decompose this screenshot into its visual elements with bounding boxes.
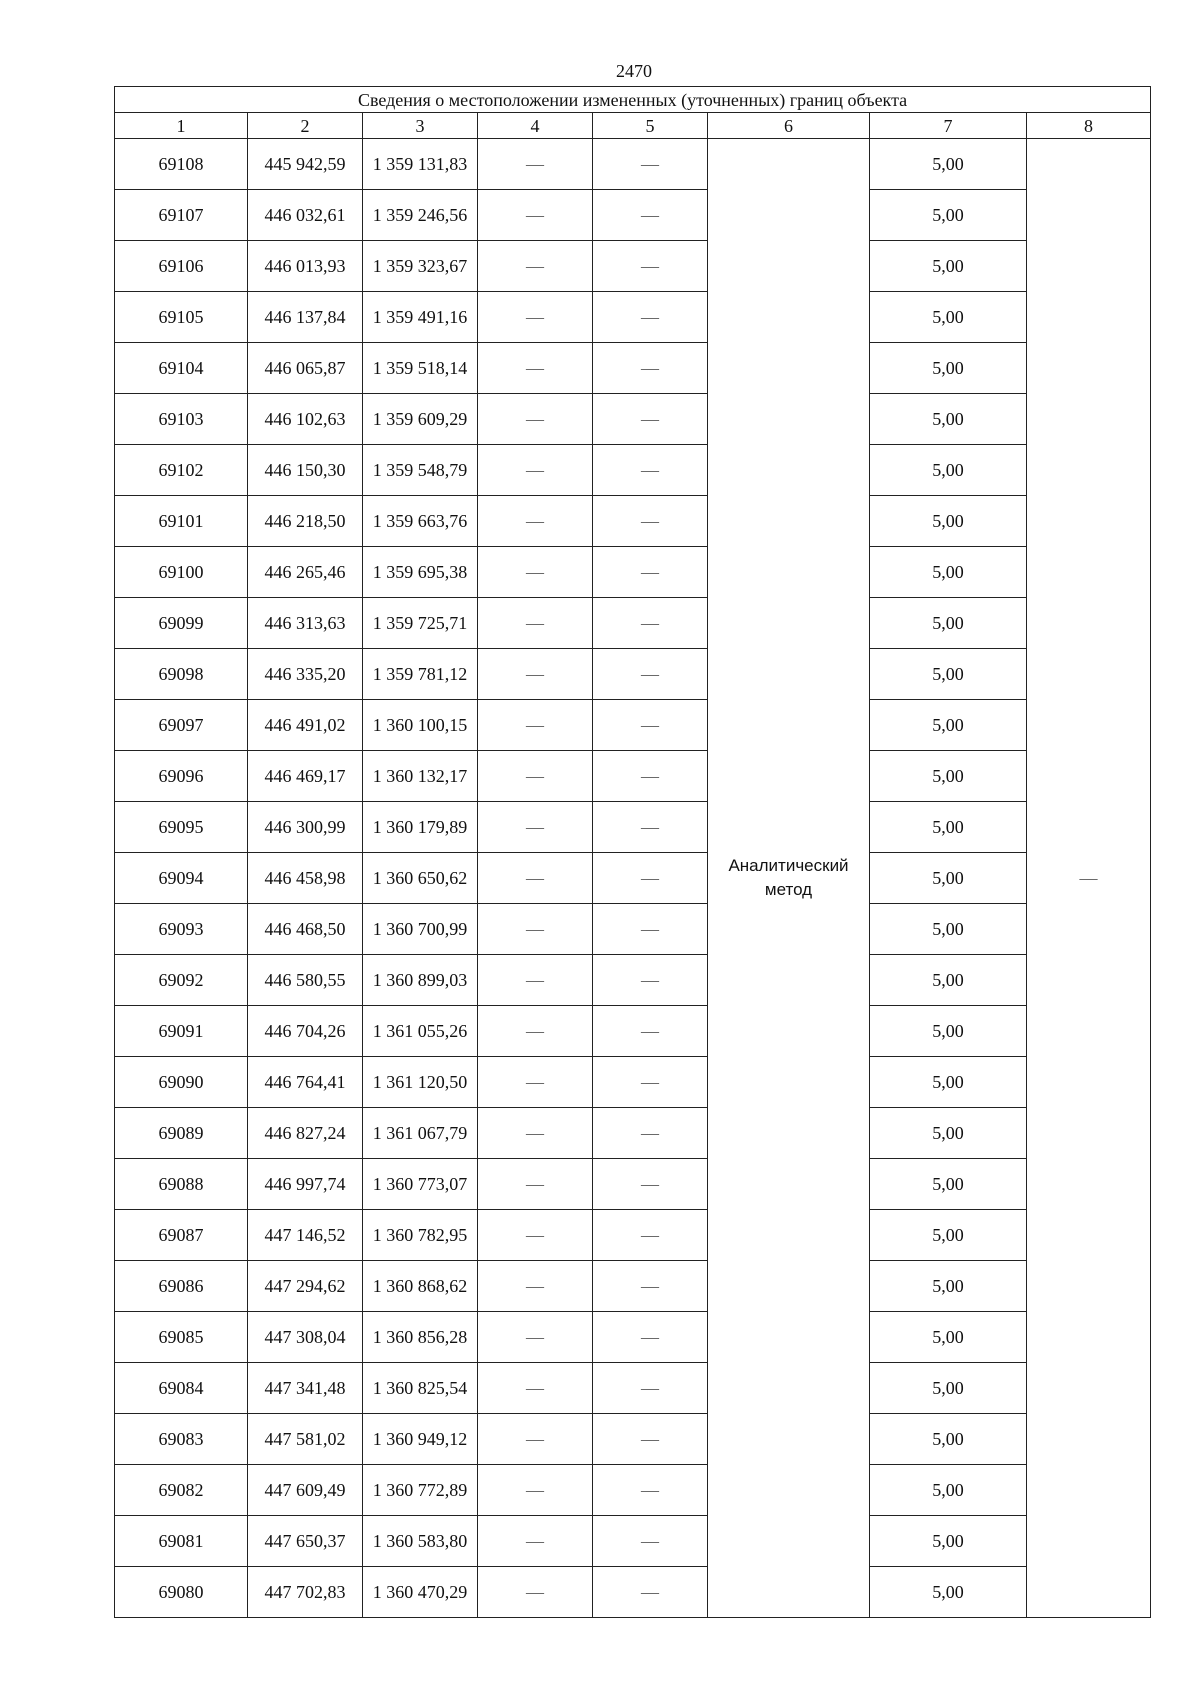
y-coordinate-cell: 1 359 663,76 xyxy=(363,496,478,547)
y-coordinate-cell: 1 359 781,12 xyxy=(363,649,478,700)
column-number: 2 xyxy=(248,113,363,139)
point-number-cell: 69090 xyxy=(115,1057,248,1108)
column-7-cell: 5,00 xyxy=(870,547,1027,598)
table-row xyxy=(115,343,1151,394)
x-coordinate-cell: 446 997,74 xyxy=(248,1159,363,1210)
column-5-cell: — xyxy=(593,1465,708,1516)
x-coordinate-cell: 446 468,50 xyxy=(248,904,363,955)
column-5-cell: — xyxy=(593,598,708,649)
point-number-cell: 69088 xyxy=(115,1159,248,1210)
x-coordinate-cell: 446 065,87 xyxy=(248,343,363,394)
x-coordinate-cell: 446 218,50 xyxy=(248,496,363,547)
table-row xyxy=(115,853,1151,904)
point-number-cell: 69099 xyxy=(115,598,248,649)
y-coordinate-cell: 1 360 100,15 xyxy=(363,700,478,751)
column-7-cell: 5,00 xyxy=(870,1516,1027,1567)
column-7-cell: 5,00 xyxy=(870,1312,1027,1363)
table-row xyxy=(115,292,1151,343)
x-coordinate-cell: 447 308,04 xyxy=(248,1312,363,1363)
column-7-cell: 5,00 xyxy=(870,343,1027,394)
y-coordinate-cell: 1 359 725,71 xyxy=(363,598,478,649)
column-4-cell: — xyxy=(478,955,593,1006)
column-7-cell: 5,00 xyxy=(870,190,1027,241)
column-5-cell: — xyxy=(593,241,708,292)
y-coordinate-cell: 1 359 548,79 xyxy=(363,445,478,496)
table-row xyxy=(115,1414,1151,1465)
y-coordinate-cell: 1 360 773,07 xyxy=(363,1159,478,1210)
column-7-cell: 5,00 xyxy=(870,241,1027,292)
column-5-cell: — xyxy=(593,343,708,394)
point-number-cell: 69106 xyxy=(115,241,248,292)
column-5-cell: — xyxy=(593,496,708,547)
y-coordinate-cell: 1 360 825,54 xyxy=(363,1363,478,1414)
column-7-cell: 5,00 xyxy=(870,1567,1027,1618)
column-7-cell: 5,00 xyxy=(870,598,1027,649)
column-4-cell: — xyxy=(478,343,593,394)
column-4-cell: — xyxy=(478,139,593,190)
y-coordinate-cell: 1 360 899,03 xyxy=(363,955,478,1006)
x-coordinate-cell: 447 650,37 xyxy=(248,1516,363,1567)
x-coordinate-cell: 446 032,61 xyxy=(248,190,363,241)
x-coordinate-cell: 446 704,26 xyxy=(248,1006,363,1057)
column-7-cell: 5,00 xyxy=(870,649,1027,700)
column-4-cell: — xyxy=(478,1363,593,1414)
y-coordinate-cell: 1 360 782,95 xyxy=(363,1210,478,1261)
point-number-cell: 69108 xyxy=(115,139,248,190)
column-4-cell: — xyxy=(478,904,593,955)
y-coordinate-cell: 1 359 131,83 xyxy=(363,139,478,190)
y-coordinate-cell: 1 359 518,14 xyxy=(363,343,478,394)
table-body xyxy=(115,139,1151,1618)
column-7-cell: 5,00 xyxy=(870,904,1027,955)
table-row xyxy=(115,1210,1151,1261)
column-4-cell: — xyxy=(478,649,593,700)
column-4-cell: — xyxy=(478,1414,593,1465)
column-7-cell: 5,00 xyxy=(870,1006,1027,1057)
column-7-cell: 5,00 xyxy=(870,139,1027,190)
column-7-cell: 5,00 xyxy=(870,394,1027,445)
x-coordinate-cell: 446 469,17 xyxy=(248,751,363,802)
column-5-cell: — xyxy=(593,1567,708,1618)
table-row xyxy=(115,547,1151,598)
column-7-cell: 5,00 xyxy=(870,955,1027,1006)
x-coordinate-cell: 446 491,02 xyxy=(248,700,363,751)
table-row xyxy=(115,241,1151,292)
point-number-cell: 69080 xyxy=(115,1567,248,1618)
point-number-cell: 69094 xyxy=(115,853,248,904)
table-row xyxy=(115,1261,1151,1312)
x-coordinate-cell: 446 764,41 xyxy=(248,1057,363,1108)
table-row xyxy=(115,190,1151,241)
column-7-cell: 5,00 xyxy=(870,1057,1027,1108)
column-7-cell: 5,00 xyxy=(870,853,1027,904)
column-5-cell: — xyxy=(593,904,708,955)
column-4-cell: — xyxy=(478,1108,593,1159)
y-coordinate-cell: 1 359 246,56 xyxy=(363,190,478,241)
page-number: 2470 xyxy=(616,61,652,81)
x-coordinate-cell: 446 300,99 xyxy=(248,802,363,853)
x-coordinate-cell: 446 265,46 xyxy=(248,547,363,598)
column-7-cell: 5,00 xyxy=(870,445,1027,496)
table-row xyxy=(115,139,1151,190)
table-row xyxy=(115,955,1151,1006)
point-number-cell: 69091 xyxy=(115,1006,248,1057)
point-number-cell: 69081 xyxy=(115,1516,248,1567)
column-5-cell: — xyxy=(593,394,708,445)
x-coordinate-cell: 447 341,48 xyxy=(248,1363,363,1414)
table-row xyxy=(115,1057,1151,1108)
column-4-cell: — xyxy=(478,190,593,241)
x-coordinate-cell: 446 827,24 xyxy=(248,1108,363,1159)
column-7-cell: 5,00 xyxy=(870,292,1027,343)
column-5-cell: — xyxy=(593,1108,708,1159)
point-number-cell: 69093 xyxy=(115,904,248,955)
table-row xyxy=(115,1567,1151,1618)
column-5-cell: — xyxy=(593,1210,708,1261)
column-4-cell: — xyxy=(478,547,593,598)
y-coordinate-cell: 1 360 179,89 xyxy=(363,802,478,853)
column-4-cell: — xyxy=(478,1159,593,1210)
column-5-cell: — xyxy=(593,1159,708,1210)
point-number-cell: 69101 xyxy=(115,496,248,547)
column-7-cell: 5,00 xyxy=(870,1108,1027,1159)
table-row xyxy=(115,1108,1151,1159)
table-row xyxy=(115,1363,1151,1414)
column-number: 8 xyxy=(1027,113,1151,139)
x-coordinate-cell: 445 942,59 xyxy=(248,139,363,190)
point-number-cell: 69095 xyxy=(115,802,248,853)
table-row xyxy=(115,751,1151,802)
column-4-cell: — xyxy=(478,751,593,802)
column-5-cell: — xyxy=(593,802,708,853)
point-number-cell: 69104 xyxy=(115,343,248,394)
y-coordinate-cell: 1 360 868,62 xyxy=(363,1261,478,1312)
table-row xyxy=(115,445,1151,496)
x-coordinate-cell: 446 137,84 xyxy=(248,292,363,343)
x-coordinate-cell: 447 581,02 xyxy=(248,1414,363,1465)
column-5-cell: — xyxy=(593,445,708,496)
column-4-cell: — xyxy=(478,445,593,496)
column-5-cell: — xyxy=(593,751,708,802)
column-4-cell: — xyxy=(478,1567,593,1618)
column-4-cell: — xyxy=(478,1006,593,1057)
table-row xyxy=(115,1159,1151,1210)
column-5-cell: — xyxy=(593,649,708,700)
column-number: 1 xyxy=(115,113,248,139)
column-7-cell: 5,00 xyxy=(870,700,1027,751)
y-coordinate-cell: 1 360 949,12 xyxy=(363,1414,478,1465)
column-5-cell: — xyxy=(593,700,708,751)
column-4-cell: — xyxy=(478,1312,593,1363)
column-4-cell: — xyxy=(478,394,593,445)
point-number-cell: 69087 xyxy=(115,1210,248,1261)
column-4-cell: — xyxy=(478,1261,593,1312)
y-coordinate-cell: 1 359 695,38 xyxy=(363,547,478,598)
column-5-cell: — xyxy=(593,1516,708,1567)
column-7-cell: 5,00 xyxy=(870,802,1027,853)
column-5-cell: — xyxy=(593,1363,708,1414)
point-number-cell: 69082 xyxy=(115,1465,248,1516)
point-number-cell: 69100 xyxy=(115,547,248,598)
column-4-cell: — xyxy=(478,292,593,343)
column-5-cell: — xyxy=(593,955,708,1006)
column-7-cell: 5,00 xyxy=(870,1414,1027,1465)
column-5-cell: — xyxy=(593,1312,708,1363)
y-coordinate-cell: 1 359 323,67 xyxy=(363,241,478,292)
x-coordinate-cell: 447 146,52 xyxy=(248,1210,363,1261)
column-5-cell: — xyxy=(593,853,708,904)
x-coordinate-cell: 446 013,93 xyxy=(248,241,363,292)
table-row xyxy=(115,1516,1151,1567)
x-coordinate-cell: 446 102,63 xyxy=(248,394,363,445)
column-4-cell: — xyxy=(478,802,593,853)
column-7-cell: 5,00 xyxy=(870,1210,1027,1261)
y-coordinate-cell: 1 360 583,80 xyxy=(363,1516,478,1567)
point-number-cell: 69105 xyxy=(115,292,248,343)
point-number-cell: 69096 xyxy=(115,751,248,802)
table-row xyxy=(115,1465,1151,1516)
column-4-cell: — xyxy=(478,700,593,751)
table-row xyxy=(115,1312,1151,1363)
column-5-cell: — xyxy=(593,1414,708,1465)
column-5-cell: — xyxy=(593,1261,708,1312)
y-coordinate-cell: 1 360 470,29 xyxy=(363,1567,478,1618)
column-5-cell: — xyxy=(593,139,708,190)
boundary-coordinates-table xyxy=(114,86,1151,1618)
y-coordinate-cell: 1 360 772,89 xyxy=(363,1465,478,1516)
point-number-cell: 69083 xyxy=(115,1414,248,1465)
table-row xyxy=(115,904,1151,955)
column-7-cell: 5,00 xyxy=(870,496,1027,547)
column-7-cell: 5,00 xyxy=(870,751,1027,802)
point-number-cell: 69085 xyxy=(115,1312,248,1363)
column-5-cell: — xyxy=(593,1057,708,1108)
point-number-cell: 69098 xyxy=(115,649,248,700)
point-number-cell: 69107 xyxy=(115,190,248,241)
column-4-cell: — xyxy=(478,1210,593,1261)
column-number: 4 xyxy=(478,113,593,139)
point-number-cell: 69097 xyxy=(115,700,248,751)
point-number-cell: 69089 xyxy=(115,1108,248,1159)
column-8-cell: — xyxy=(1027,139,1151,1618)
column-7-cell: 5,00 xyxy=(870,1363,1027,1414)
y-coordinate-cell: 1 360 700,99 xyxy=(363,904,478,955)
column-4-cell: — xyxy=(478,1516,593,1567)
column-number: 5 xyxy=(593,113,708,139)
method-cell: Аналитический метод xyxy=(708,139,870,1618)
x-coordinate-cell: 446 335,20 xyxy=(248,649,363,700)
table-row xyxy=(115,394,1151,445)
point-number-cell: 69092 xyxy=(115,955,248,1006)
column-5-cell: — xyxy=(593,190,708,241)
y-coordinate-cell: 1 360 132,17 xyxy=(363,751,478,802)
table-caption: Сведения о местоположении измененных (уточненных) границ объекта xyxy=(115,87,1151,113)
column-number: 6 xyxy=(708,113,870,139)
column-5-cell: — xyxy=(593,292,708,343)
column-5-cell: — xyxy=(593,547,708,598)
column-7-cell: 5,00 xyxy=(870,1465,1027,1516)
y-coordinate-cell: 1 359 491,16 xyxy=(363,292,478,343)
column-4-cell: — xyxy=(478,241,593,292)
x-coordinate-cell: 446 313,63 xyxy=(248,598,363,649)
y-coordinate-cell: 1 361 067,79 xyxy=(363,1108,478,1159)
table-row xyxy=(115,700,1151,751)
column-4-cell: — xyxy=(478,1057,593,1108)
column-4-cell: — xyxy=(478,496,593,547)
x-coordinate-cell: 447 609,49 xyxy=(248,1465,363,1516)
point-number-cell: 69103 xyxy=(115,394,248,445)
column-7-cell: 5,00 xyxy=(870,1261,1027,1312)
column-4-cell: — xyxy=(478,853,593,904)
point-number-cell: 69084 xyxy=(115,1363,248,1414)
table-row xyxy=(115,496,1151,547)
column-number: 3 xyxy=(363,113,478,139)
y-coordinate-cell: 1 359 609,29 xyxy=(363,394,478,445)
point-number-cell: 69102 xyxy=(115,445,248,496)
column-number-row xyxy=(115,113,1151,139)
x-coordinate-cell: 446 580,55 xyxy=(248,955,363,1006)
y-coordinate-cell: 1 361 055,26 xyxy=(363,1006,478,1057)
column-7-cell: 5,00 xyxy=(870,1159,1027,1210)
x-coordinate-cell: 446 458,98 xyxy=(248,853,363,904)
column-4-cell: — xyxy=(478,1465,593,1516)
x-coordinate-cell: 447 702,83 xyxy=(248,1567,363,1618)
point-number-cell: 69086 xyxy=(115,1261,248,1312)
y-coordinate-cell: 1 360 856,28 xyxy=(363,1312,478,1363)
table-row xyxy=(115,649,1151,700)
table-row xyxy=(115,598,1151,649)
y-coordinate-cell: 1 361 120,50 xyxy=(363,1057,478,1108)
column-number: 7 xyxy=(870,113,1027,139)
table-row xyxy=(115,802,1151,853)
table-row xyxy=(115,1006,1151,1057)
x-coordinate-cell: 447 294,62 xyxy=(248,1261,363,1312)
y-coordinate-cell: 1 360 650,62 xyxy=(363,853,478,904)
x-coordinate-cell: 446 150,30 xyxy=(248,445,363,496)
column-5-cell: — xyxy=(593,1006,708,1057)
column-4-cell: — xyxy=(478,598,593,649)
